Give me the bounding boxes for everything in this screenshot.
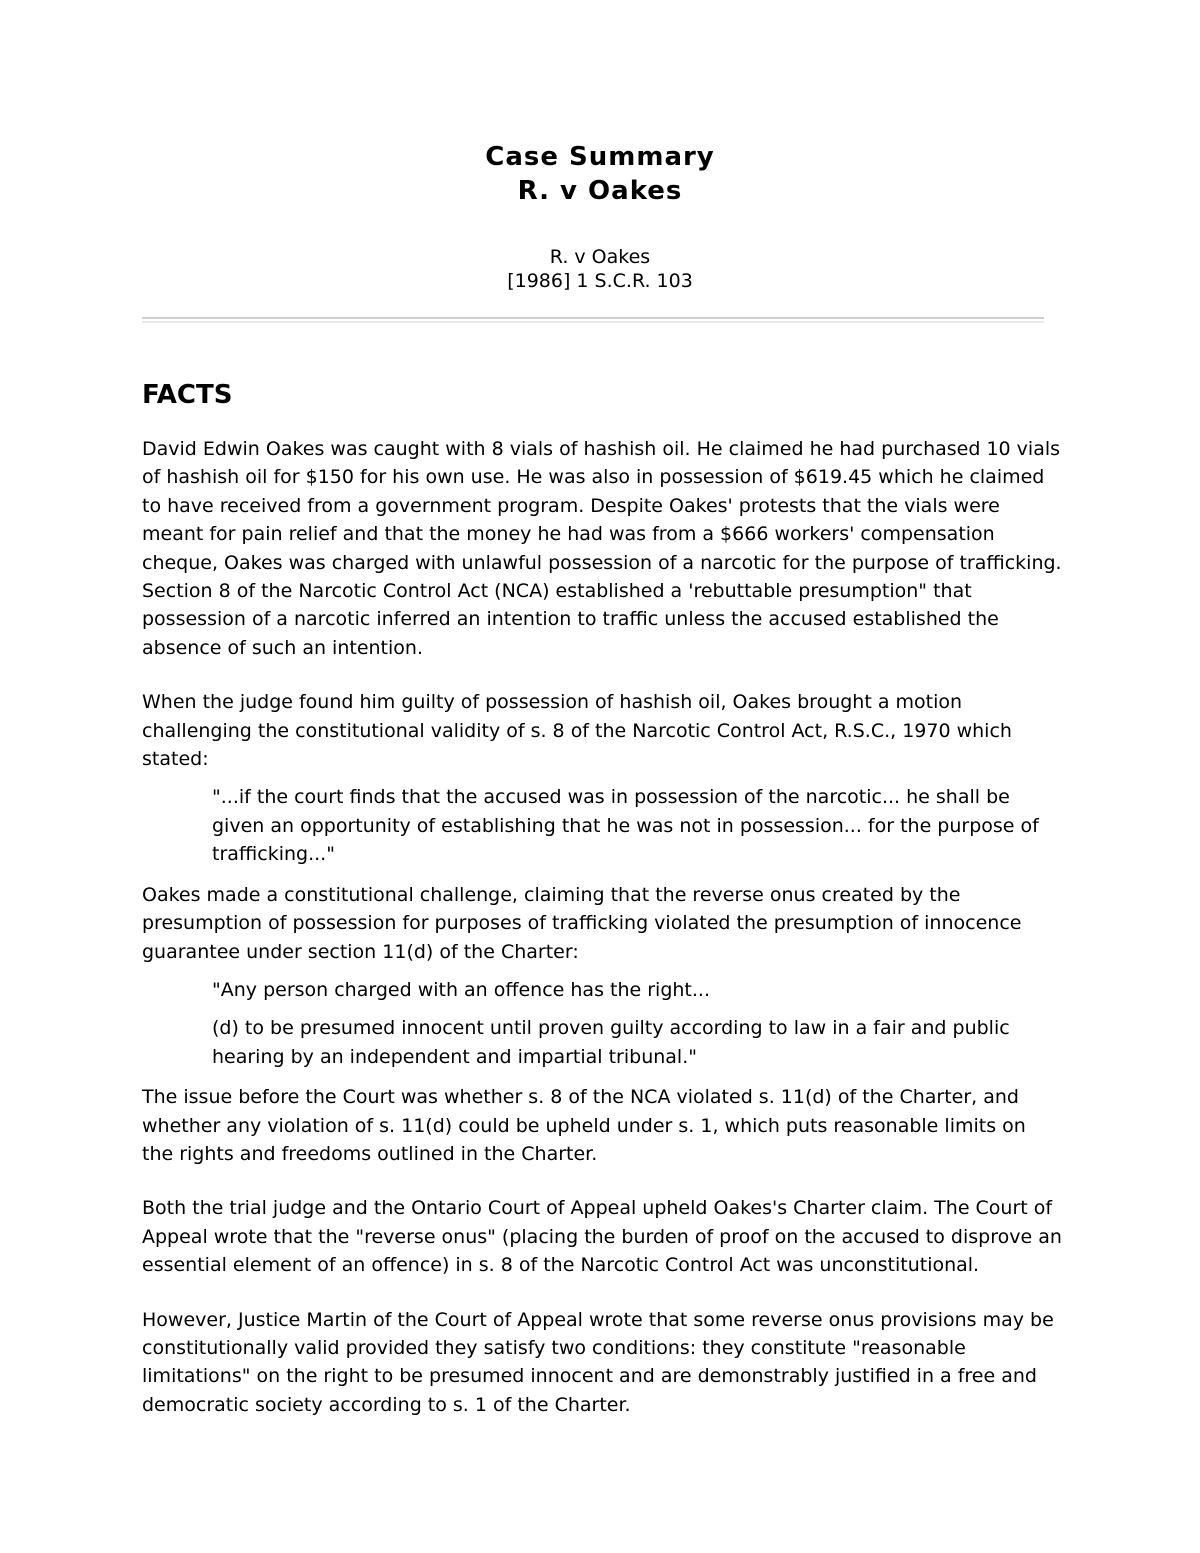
citation-block bbox=[0, 245, 1200, 293]
facts-paragraph-3: Oakes made a constitutional challenge, claiming that the reverse onus created by the presumption of possession for purposes of trafficking violated the presumption of innocence guarantee under section 11(d) of the Charter: bbox=[142, 883, 1022, 963]
facts-paragraph-1: David Edwin Oakes was caught with 8 vials of hashish oil. He claimed he had purchased 10 vials of hashish oil for $150 for his own use. He was also in possession of $619.45 which he claimed to have received from a government program. Despite Oakes' protests that the vials were meant for pain relief and that the money he had was from a $666 workers' compensation cheque, Oakes was charged with unlawful possession of a narcotic for the purpose of trafficking. Section 8 of the Narcotic Control Act (NCA) established a 'rebuttable presumption" that possession of a narcotic inferred an intention to traffic unless the accused established the absence of such an intention. bbox=[142, 438, 1062, 659]
document-subtitle: R. v Oakes bbox=[517, 176, 683, 206]
facts-heading: FACTS bbox=[142, 380, 233, 410]
charter-quote-clause: (d) to be presumed innocent until proven guilty according to law in a fair and public hearing by an independent and impartial tribunal." bbox=[212, 1017, 1010, 1068]
charter-quote-intro: "Any person charged with an offence has the right... bbox=[212, 978, 710, 1001]
facts-paragraph-5: Both the trial judge and the Ontario Court of Appeal upheld Oakes's Charter claim. The Court of Appeal wrote that the "reverse onus" (placing the burden of proof on the accused to disprove an essential element of an offence) in s. 8 of the Narcotic Control Act was unconstitutional. bbox=[142, 1197, 1062, 1277]
case-name: R. v Oakes bbox=[549, 246, 651, 268]
facts-paragraph-2: When the judge found him guilty of possession of hashish oil, Oakes brought a motion challenging the constitutional validity of s. 8 of the Narcotic Control Act, R.S.C., 1970 which stated: bbox=[142, 691, 1012, 771]
case-citation: [1986] 1 S.C.R. 103 bbox=[507, 270, 693, 292]
document-page bbox=[142, 140, 1062, 1419]
facts-paragraph-6: However, Justice Martin of the Court of Appeal wrote that some reverse onus provisions may be constitutionally valid provided they satisfy two conditions: they constitute "reasonable limitations" on the right to be presumed innocent and are demonstrably justified in a free and democratic society according to s. 1 of the Charter. bbox=[142, 1308, 1054, 1416]
horizontal-divider bbox=[142, 317, 1044, 323]
facts-paragraph-4: The issue before the Court was whether s. 8 of the NCA violated s. 11(d) of the Charter, and whether any violation of s. 11(d) could be upheld under s. 1, which puts reasonable limits on the rights and freedoms outlined in the Charter. bbox=[142, 1086, 1026, 1165]
title-block bbox=[0, 140, 1200, 208]
statute-quote: "...if the court finds that the accused was in possession of the narcotic... he shall be given an opportunity of establishing that he was not in possession... for the purpose of trafficking..." bbox=[212, 786, 1039, 866]
document-title: Case Summary bbox=[485, 142, 715, 172]
